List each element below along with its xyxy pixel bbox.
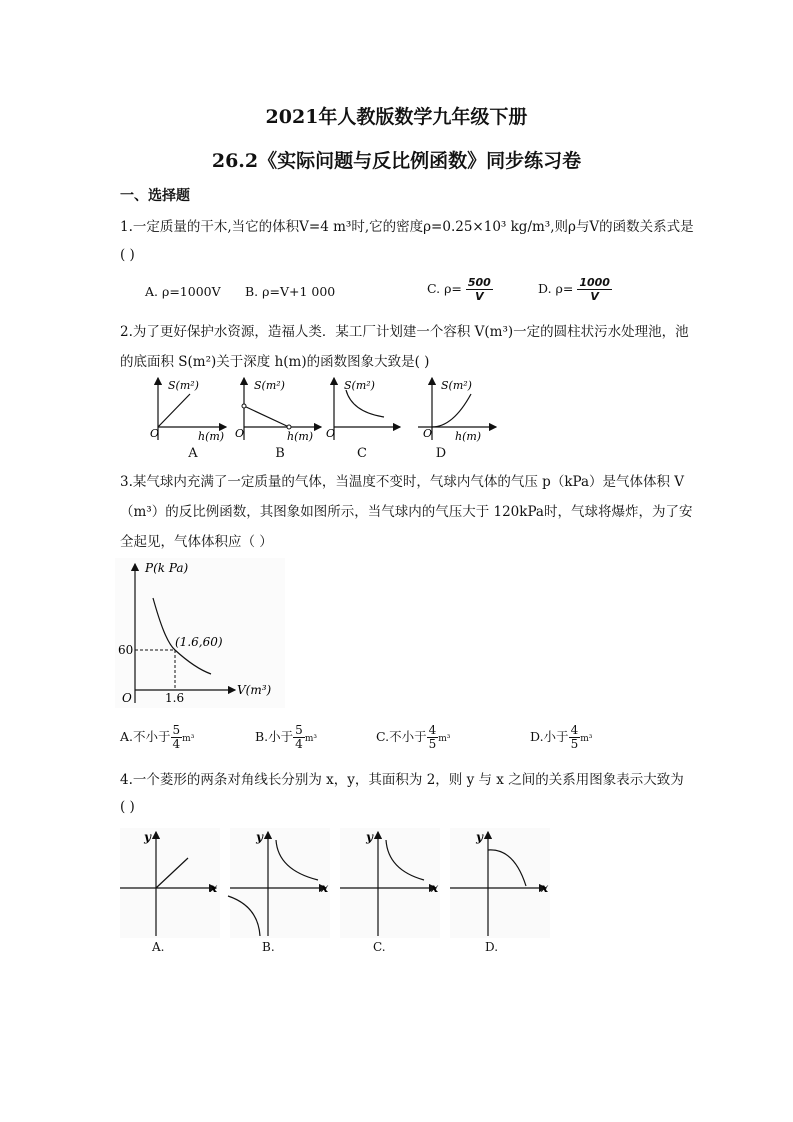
q4-caption-d: D. — [485, 940, 499, 954]
q3-option-a-fraction — [171, 724, 183, 751]
q2-d-xlabel: h(m) — [455, 430, 482, 443]
q3-option-b-den: 4 — [295, 737, 303, 751]
q3-point-label: (1.6,60) — [175, 635, 223, 649]
q3-origin: O — [122, 691, 132, 705]
q3-option-c-fraction — [427, 724, 439, 751]
q1-option-c-den: V — [475, 290, 484, 303]
q2-graph-b — [235, 378, 321, 443]
q3-option-d-fraction — [569, 724, 581, 751]
q3-option-a — [120, 724, 194, 751]
q2-caption-c: C — [357, 446, 367, 461]
q2-b-origin: O — [235, 427, 245, 440]
q3-option-c-prefix: C.不小于 — [376, 729, 427, 744]
q2-graph-a — [150, 378, 226, 443]
q2-graph-c — [326, 378, 400, 440]
q2-c-origin: O — [326, 427, 336, 440]
q3-x-tick: 1.6 — [165, 691, 185, 705]
q4-text-line1: 4.一个菱形的两条对角线长分别为 x，y，其面积为 2，则 y 与 x 之间的关系用图象表示大致为 — [120, 772, 684, 788]
q2-d-ylabel: S(m²) — [441, 379, 472, 392]
q3-option-a-den: 4 — [172, 737, 181, 751]
q2-text-line2: 的底面积 S(m²)关于深度 h(m)的函数图象大致是( ) — [120, 354, 430, 370]
q3-graph — [115, 558, 285, 708]
q2-b-ylabel: S(m²) — [254, 379, 285, 392]
q1-option-b: B. ρ=V+1 000 — [245, 284, 336, 299]
q2-a-xlabel: h(m) — [198, 430, 225, 443]
q2-d-curve — [432, 394, 471, 427]
section-heading: 一、选择题 — [120, 188, 190, 204]
q4-b-xlabel: x — [321, 881, 329, 895]
q1-option-d-prefix: D. ρ= — [538, 281, 574, 296]
q3-y-tick: 60 — [118, 643, 134, 657]
q3-text-line1: 3.某气球内充满了一定质量的气体，当温度不变时，气球内气体的气压 p（kPa）是气体体积 V — [120, 474, 685, 490]
q1-option-d-num: 1000 — [579, 276, 610, 289]
q3-y-label: P(k Pa) — [145, 561, 189, 575]
q3-option-c-unit: m³ — [438, 734, 451, 744]
q4-d-ylabel: y — [476, 830, 483, 844]
q2-b-open-point-y — [242, 404, 246, 408]
q2-b-open-point-x — [287, 425, 291, 429]
q2-graphs — [138, 372, 503, 447]
q1-text-line2: ( ) — [120, 247, 135, 263]
q2-d-origin: O — [423, 427, 433, 440]
q3-option-b-prefix: B.小于 — [255, 729, 294, 744]
q1-option-c-num: 500 — [467, 276, 491, 289]
q3-x-label: V(m³) — [237, 683, 272, 697]
q3-text-line3: 全起见，气体体积应（ ） — [120, 534, 273, 550]
q3-option-d-den: 5 — [570, 737, 579, 751]
q3-option-a-num: 5 — [172, 723, 181, 737]
q2-b-xlabel: h(m) — [287, 430, 314, 443]
q2-a-origin: O — [150, 427, 160, 440]
q1-option-c-prefix: C. ρ= — [427, 281, 462, 296]
q4-a-ylabel: y — [144, 830, 151, 844]
q2-text-line1: 2.为了更好保护水资源，造福人类．某工厂计划建一个容积 V(m³)一定的圆柱状污水处理池，池 — [120, 324, 689, 340]
q2-c-ylabel: S(m²) — [344, 379, 375, 392]
q3-text-line2: （m³）的反比例函数，其图象如图所示，当气球内的气压大于 120kPa时，气球将爆炸，为了安 — [120, 504, 693, 520]
q2-b-line — [244, 406, 289, 427]
q1-option-d — [538, 276, 612, 303]
q3-option-d-unit: m³ — [580, 734, 593, 744]
page-subtitle: 26.2《实际问题与反比例函数》同步练习卷 — [211, 150, 582, 172]
q4-c-xlabel: x — [431, 881, 439, 895]
q4-a-xlabel: x — [210, 881, 218, 895]
q4-d-xlabel: x — [541, 881, 549, 895]
q3-option-d-num: 4 — [570, 723, 579, 737]
q2-a-line — [158, 394, 190, 427]
q1-option-c — [427, 276, 493, 303]
q2-graph-d — [418, 378, 496, 443]
q1-option-d-den: V — [590, 290, 599, 303]
q2-caption-a: A — [188, 446, 198, 461]
q4-caption-b: B. — [262, 940, 275, 954]
q4-text-line2: ( ) — [120, 799, 135, 815]
q4-b-ylabel: y — [256, 830, 263, 844]
q1-option-d-fraction — [577, 276, 612, 303]
q3-option-c-den: 5 — [428, 737, 437, 751]
q4-caption-a: A. — [152, 940, 165, 954]
q3-option-a-prefix: A.不小于 — [120, 729, 171, 744]
q2-a-ylabel: S(m²) — [168, 379, 199, 392]
q3-option-c-num: 4 — [428, 723, 437, 737]
page-title: 2021年人教版数学九年级下册 — [265, 106, 528, 128]
q3-option-a-unit: m³ — [182, 734, 195, 744]
q1-option-c-fraction — [466, 276, 493, 303]
q3-option-b-unit: m³ — [304, 734, 317, 744]
q2-caption-d: D — [435, 446, 447, 461]
q4-c-ylabel: y — [366, 830, 373, 844]
q2-caption-b: B — [275, 446, 285, 461]
q3-option-d-prefix: D.小于 — [530, 729, 569, 744]
q3-option-c — [376, 724, 450, 751]
q2-c-curve — [346, 390, 384, 417]
q3-option-b-num: 5 — [295, 723, 303, 737]
q1-text-line1: 1.一定质量的干木,当它的体积V=4 m³时,它的密度ρ=0.25×10³ kg/m³,则ρ与V的函数关系式是 — [120, 219, 694, 235]
q3-option-b-fraction — [293, 724, 305, 751]
q1-option-a: A. ρ=1000V — [145, 284, 221, 299]
q3-option-d — [530, 724, 592, 751]
q3-option-b — [255, 724, 317, 751]
q4-caption-c: C. — [373, 940, 386, 954]
